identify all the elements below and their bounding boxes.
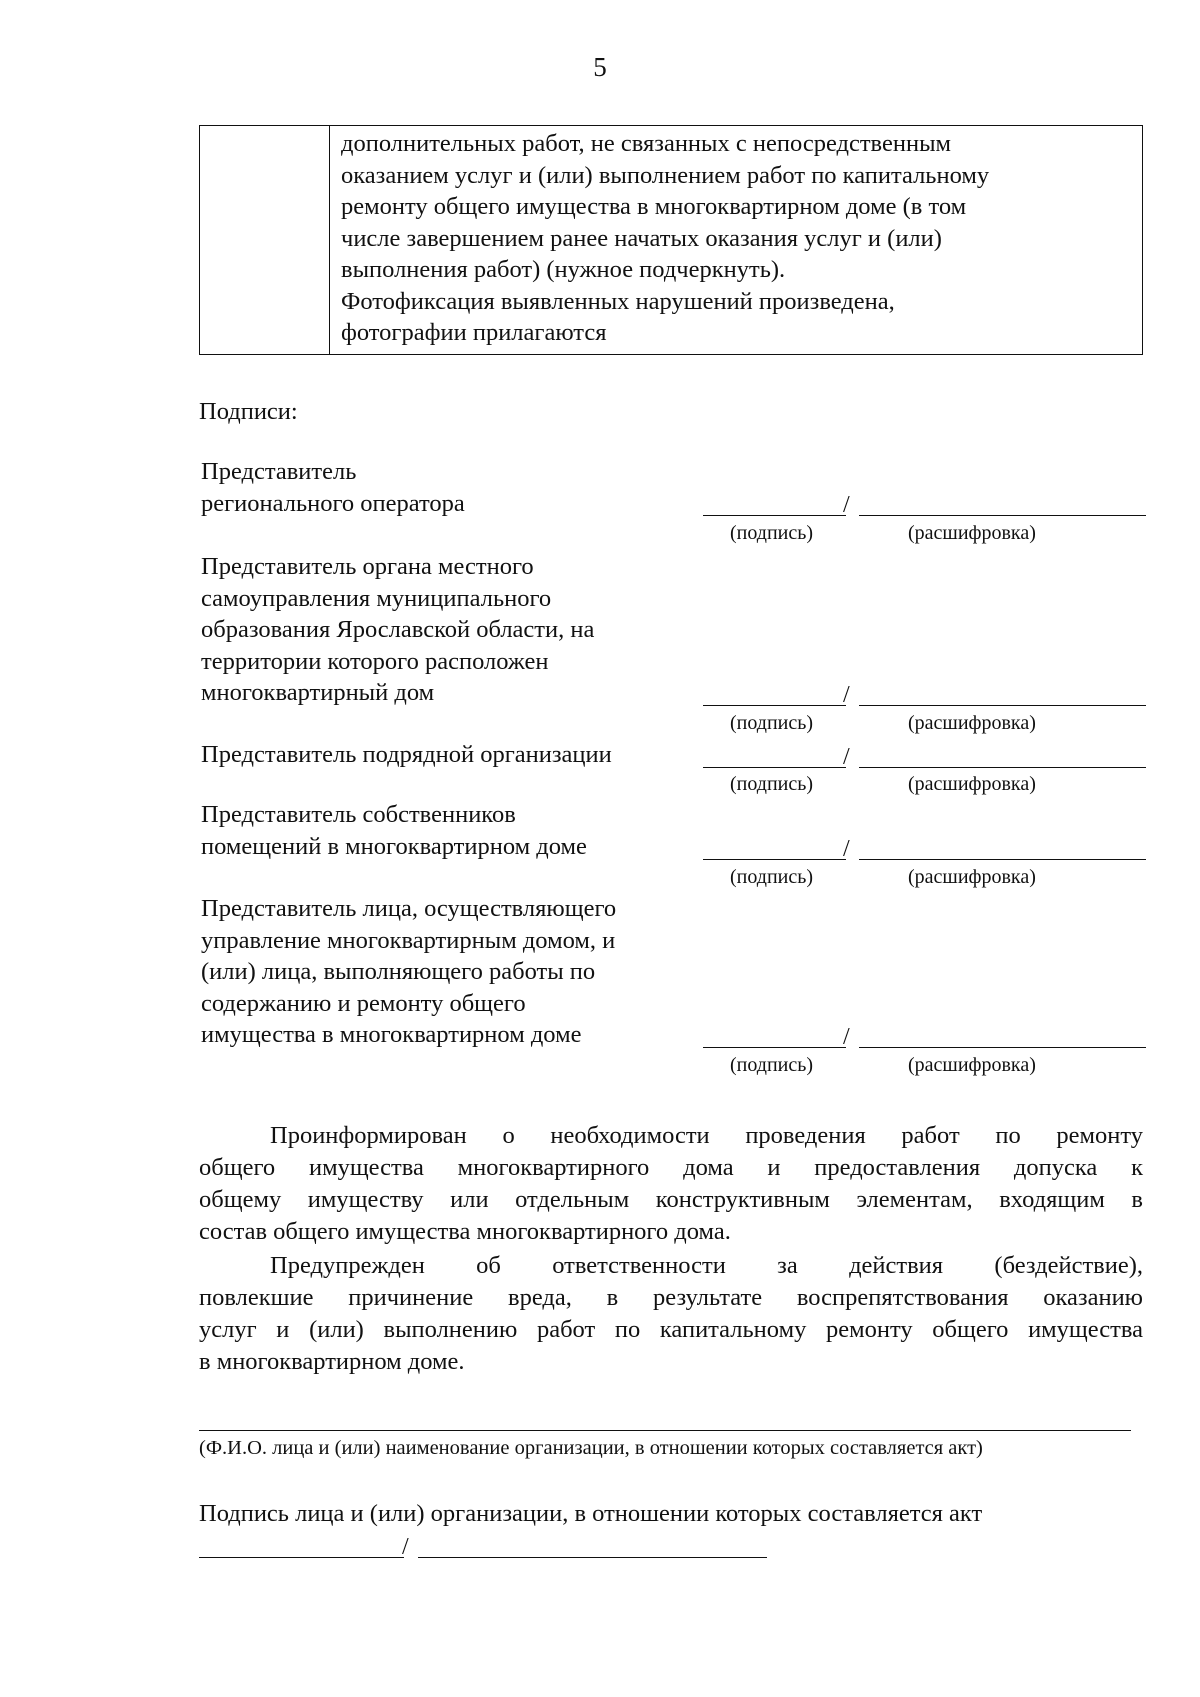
signatures-heading: Подписи: [199, 398, 298, 425]
signatory-regional-operator [201, 456, 465, 519]
table-cell-line: выполнения работ) (нужное подчеркнуть). [341, 256, 786, 283]
signatory-line: Представитель подрядной организации [201, 741, 612, 768]
signatory-line: содержанию и ремонту общего [201, 989, 526, 1017]
signature-caption: (подпись) [730, 1054, 814, 1076]
final-signature-field[interactable]: / [199, 1532, 769, 1558]
signatory-line: помещений в многоквартирном доме [201, 832, 587, 860]
signatory-line: Представитель органа местного [201, 553, 534, 580]
signatory-line: многоквартирный дом [201, 679, 435, 706]
decode-caption: (расшифровка) [908, 1054, 1036, 1076]
table-cell-line: Фотофиксация выявленных нарушений произведена, [341, 287, 895, 315]
table-cell-line: оказанием услуг и (или) выполнением работ по капитальному [341, 161, 990, 189]
signatory-line: управление многоквартирным домом, и [201, 926, 616, 954]
decode-caption: (расшифровка) [908, 712, 1036, 734]
signature-caption: (подпись) [730, 712, 814, 734]
signatory-line: регионального оператора [201, 489, 465, 517]
paragraph-line: Предупрежден об ответственности за действия (бездействие), [270, 1252, 1143, 1279]
signatory-management [201, 893, 616, 1051]
signatory-line: самоуправления муниципального [201, 584, 552, 612]
signatory-local-government [201, 551, 594, 709]
paragraph-warned [199, 1250, 1143, 1378]
table-cell-line: ремонту общего имущества в многоквартирном доме (в том [341, 193, 967, 220]
paragraph-informed [199, 1120, 1143, 1248]
decode-caption: (расшифровка) [908, 522, 1036, 544]
fio-caption: (Ф.И.О. лица и (или) наименование организации, в отношении которых составляется акт) [199, 1437, 983, 1459]
signatory-line: (или) лица, выполняющего работы по [201, 958, 596, 985]
paragraph-line: общего имущества многоквартирного дома и предоставления допуска к [199, 1154, 1143, 1181]
page-number: 5 [593, 52, 607, 82]
signature-field-2[interactable]: / [703, 680, 1148, 706]
signatory-line: имущества в многоквартирном доме [201, 1021, 582, 1048]
signature-caption: (подпись) [730, 522, 814, 544]
table-cell-text [341, 128, 1131, 349]
paragraph-line: услуг и (или) выполнению работ по капитальному ремонту общего имущества [199, 1316, 1143, 1343]
signatory-line: территории которого расположен [201, 647, 549, 675]
signatory-owners [201, 799, 587, 862]
table-cell-line: фотографии прилагаются [341, 319, 607, 346]
signature-field-3[interactable]: / [703, 742, 1148, 768]
signatory-line: Представитель [201, 458, 357, 485]
signatory-line: Представитель собственников [201, 801, 516, 828]
table-cell-line: дополнительных работ, не связанных с непосредственным [341, 130, 952, 157]
signature-field-5[interactable]: / [703, 1022, 1148, 1048]
signature-caption: (подпись) [730, 773, 814, 795]
fio-input-line[interactable] [199, 1430, 1131, 1431]
table-column-divider [329, 126, 330, 354]
table-cell-line: числе завершением ранее начатых оказания услуг и (или) [341, 224, 942, 252]
signature-caption: (подпись) [730, 866, 814, 888]
final-signature-label: Подпись лица и (или) организации, в отношении которых составляется акт [199, 1500, 983, 1527]
signatory-contractor [201, 739, 612, 771]
signatory-line: образования Ярославской области, на [201, 616, 595, 643]
paragraph-line: в многоквартирном доме. [199, 1348, 465, 1375]
decode-caption: (расшифровка) [908, 866, 1036, 888]
continuation-table [199, 125, 1143, 355]
paragraph-line: Проинформирован о необходимости проведения работ по ремонту [270, 1122, 1143, 1149]
paragraph-line: состав общего имущества многоквартирного дома. [199, 1218, 731, 1245]
signatory-line: Представитель лица, осуществляющего [201, 895, 617, 922]
decode-caption: (расшифровка) [908, 773, 1036, 795]
paragraph-line: повлекшие причинение вреда, в результате воспрепятствования оказанию [199, 1284, 1143, 1311]
signature-field-1[interactable]: / [703, 490, 1148, 516]
signature-field-4[interactable]: / [703, 834, 1148, 860]
paragraph-line: общему имуществу или отдельным конструктивным элементам, входящим в [199, 1186, 1143, 1213]
